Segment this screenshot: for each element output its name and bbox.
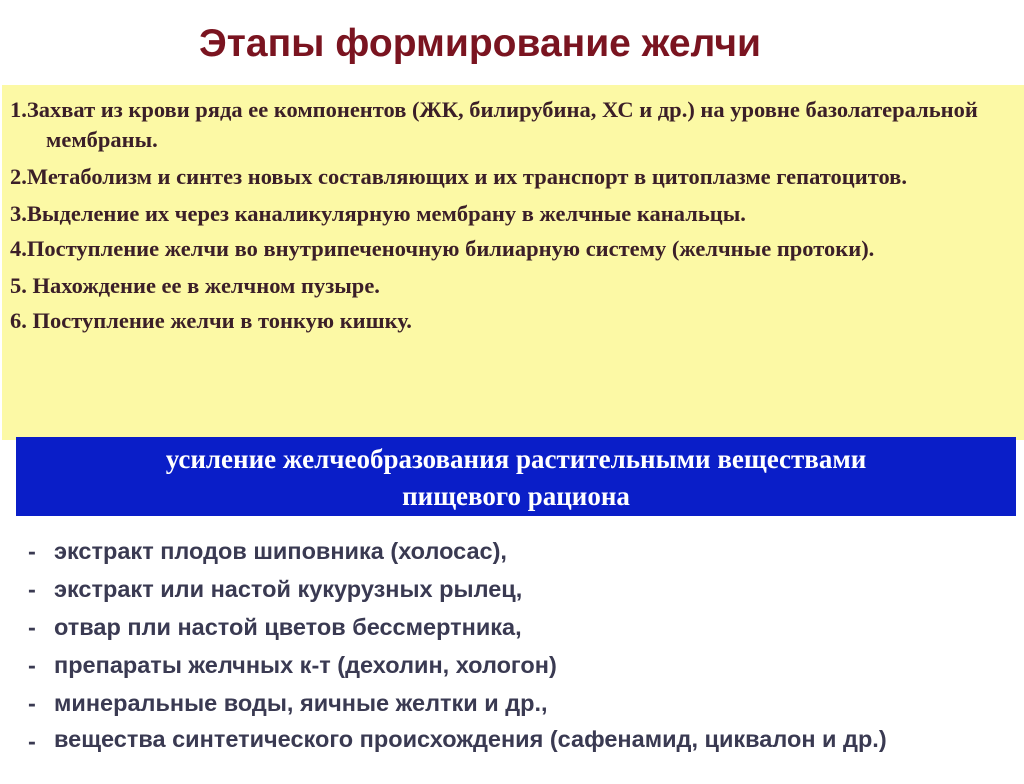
remedies-list xyxy=(28,534,1018,784)
stage-item-4: 4.Поступление желчи во внутрипеченочную билиарную систему (желчные протоки). xyxy=(10,236,875,261)
list-marker: - xyxy=(28,576,36,602)
stage-item-6: 6. Поступление желчи в тонкую кишку. xyxy=(10,308,412,333)
list-item xyxy=(28,572,1018,610)
list-marker: - xyxy=(28,538,36,564)
list-item-text: вещества синтетического происхождения (сафенамид, циквалон и др.) xyxy=(54,726,887,752)
list-item-text: экстракт или настой кукурузных рылец, xyxy=(54,576,523,602)
stage-item-1: 1.Захват из крови ряда ее компонентов (ЖК, билирубина, ХС и др.) на уровне базолатеральной мембраны. xyxy=(10,97,978,152)
stages-panel xyxy=(2,85,1024,440)
list-item xyxy=(28,648,1018,686)
banner-line-2: пищевого рациона xyxy=(402,481,630,511)
list-marker: - xyxy=(28,614,36,640)
list-marker: - xyxy=(28,728,36,754)
list-item-text: экстракт плодов шиповника (холосас), xyxy=(54,538,507,564)
list-item xyxy=(28,610,1018,648)
banner-line-1: усиление желчеобразования растительными веществами xyxy=(165,444,867,474)
stage-item-5: 5. Нахождение ее в желчном пузыре. xyxy=(10,273,380,298)
stage-item-2: 2.Метаболизм и синтез новых составляющих и их транспорт в цитоплазме гепатоцитов. xyxy=(10,164,907,189)
list-item-text: минеральные воды, яичные желтки и др., xyxy=(54,690,548,716)
list-item xyxy=(28,686,1018,724)
banner-heading xyxy=(16,437,1016,516)
list-marker: - xyxy=(28,652,36,678)
list-marker: - xyxy=(28,690,36,716)
slide-title: Этапы формирование желчи xyxy=(199,22,761,65)
stage-item-3: 3.Выделение их через каналикулярную мембрану в желчные канальцы. xyxy=(10,201,746,226)
list-item xyxy=(28,534,1018,572)
list-item-text: отвар пли настой цветов бессмертника, xyxy=(54,614,522,640)
list-item xyxy=(28,724,1018,784)
list-item-text: препараты желчных к-т (дехолин, хологон) xyxy=(54,652,557,678)
